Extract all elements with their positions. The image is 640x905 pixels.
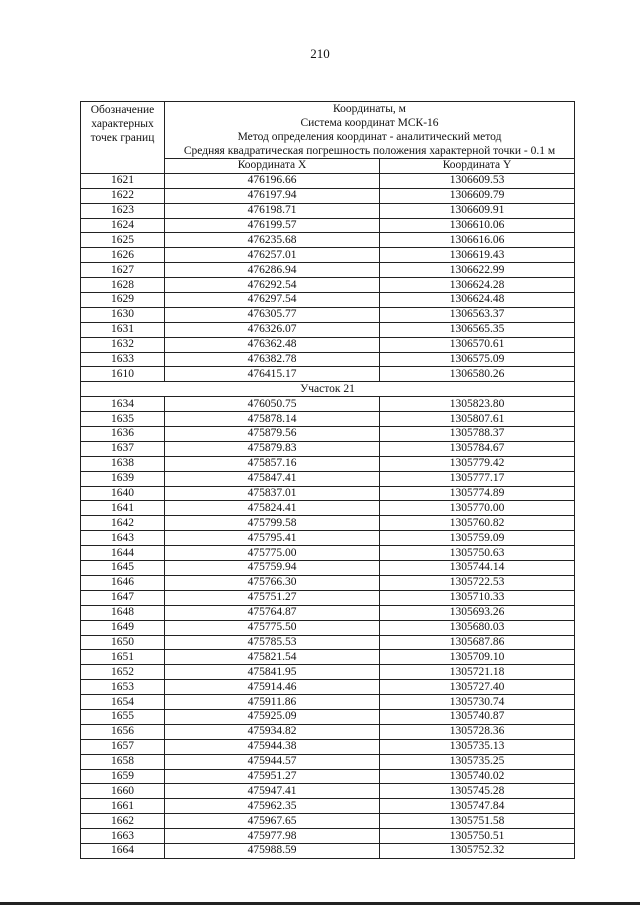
y-coordinate-cell: 1305760.82 (380, 516, 575, 531)
point-number-cell: 1628 (81, 278, 165, 293)
point-number-cell: 1634 (81, 397, 165, 412)
x-coordinate-cell: 476362.48 (165, 337, 380, 352)
y-coordinate-cell: 1305745.28 (380, 784, 575, 799)
x-coordinate-cell: 475824.41 (165, 501, 380, 516)
y-coordinate-cell: 1306580.26 (380, 367, 575, 382)
table-row (81, 769, 575, 784)
y-coordinate-cell: 1306609.91 (380, 203, 575, 218)
y-coordinate-cell: 1305722.53 (380, 575, 575, 590)
table-row (81, 233, 575, 248)
point-number-cell: 1632 (81, 337, 165, 352)
y-coordinate-cell: 1305784.67 (380, 441, 575, 456)
table-row (81, 680, 575, 695)
y-coordinate-cell: 1305770.00 (380, 501, 575, 516)
y-coordinate-cell: 1305693.26 (380, 605, 575, 620)
point-number-cell: 1650 (81, 635, 165, 650)
point-number-cell: 1663 (81, 829, 165, 844)
determination-method: Метод определения координат - аналитический метод (237, 131, 502, 143)
table-row (81, 561, 575, 576)
x-coordinate-cell: 475799.58 (165, 516, 380, 531)
coordinates-title: Координаты, м (333, 103, 406, 115)
point-number-cell: 1639 (81, 471, 165, 486)
table-row (81, 486, 575, 501)
point-number-cell: 1645 (81, 561, 165, 576)
y-coordinate-cell: 1305740.02 (380, 769, 575, 784)
x-coordinate-cell: 475947.41 (165, 784, 380, 799)
table-row (81, 367, 575, 382)
x-coordinate-cell: 476305.77 (165, 307, 380, 322)
point-number-cell: 1640 (81, 486, 165, 501)
y-coordinate-cell: 1305788.37 (380, 427, 575, 442)
point-number-cell: 1622 (81, 188, 165, 203)
table-row (81, 427, 575, 442)
y-coordinate-cell: 1305750.63 (380, 546, 575, 561)
point-number-cell: 1642 (81, 516, 165, 531)
x-coordinate-cell: 476415.17 (165, 367, 380, 382)
x-coordinate-cell: 475847.41 (165, 471, 380, 486)
y-coordinate-cell: 1305747.84 (380, 799, 575, 814)
x-coordinate-cell: 476257.01 (165, 248, 380, 263)
y-coordinate-cell: 1305823.80 (380, 397, 575, 412)
table-row (81, 590, 575, 605)
y-coordinate-cell: 1305710.33 (380, 590, 575, 605)
x-coordinate-cell: 475857.16 (165, 456, 380, 471)
point-number-cell: 1649 (81, 620, 165, 635)
point-number-cell: 1664 (81, 843, 165, 858)
table-header-row (81, 102, 575, 159)
x-coordinate-cell: 475766.30 (165, 575, 380, 590)
y-column-header: Координата Y (380, 159, 575, 174)
point-number-cell: 1635 (81, 412, 165, 427)
point-number-cell: 1662 (81, 814, 165, 829)
section-label: Участок 21 (81, 382, 575, 397)
table-row (81, 188, 575, 203)
point-designation-header (81, 102, 165, 174)
coordinates-table (80, 101, 575, 859)
x-coordinate-cell: 475759.94 (165, 561, 380, 576)
x-coordinate-cell: 476199.57 (165, 218, 380, 233)
x-coordinate-cell: 475821.54 (165, 650, 380, 665)
table-row (81, 337, 575, 352)
point-label-line-3: точек границ (90, 132, 155, 144)
point-number-cell: 1624 (81, 218, 165, 233)
y-coordinate-cell: 1305730.74 (380, 695, 575, 710)
point-number-cell: 1652 (81, 665, 165, 680)
point-number-cell: 1629 (81, 293, 165, 308)
x-coordinate-cell: 475962.35 (165, 799, 380, 814)
table-row (81, 739, 575, 754)
coordinates-header (165, 102, 575, 159)
table-row (81, 546, 575, 561)
y-coordinate-cell: 1305735.25 (380, 754, 575, 769)
x-coordinate-cell: 475841.95 (165, 665, 380, 680)
table-row (81, 709, 575, 724)
y-coordinate-cell: 1305744.14 (380, 561, 575, 576)
table-row (81, 248, 575, 263)
coordinate-system: Система координат МСК-16 (300, 117, 439, 129)
point-number-cell: 1661 (81, 799, 165, 814)
point-number-cell: 1641 (81, 501, 165, 516)
point-number-cell: 1648 (81, 605, 165, 620)
x-coordinate-cell: 475914.46 (165, 680, 380, 695)
point-number-cell: 1653 (81, 680, 165, 695)
point-number-cell: 1638 (81, 456, 165, 471)
y-coordinate-cell: 1306610.06 (380, 218, 575, 233)
table-row (81, 293, 575, 308)
y-coordinate-cell: 1305807.61 (380, 412, 575, 427)
table-row (81, 203, 575, 218)
x-coordinate-cell: 475795.41 (165, 531, 380, 546)
x-coordinate-cell: 476235.68 (165, 233, 380, 248)
table-row (81, 575, 575, 590)
point-number-cell: 1623 (81, 203, 165, 218)
x-coordinate-cell: 475764.87 (165, 605, 380, 620)
table-row (81, 218, 575, 233)
table-row (81, 173, 575, 188)
y-coordinate-cell: 1306609.53 (380, 173, 575, 188)
point-number-cell: 1644 (81, 546, 165, 561)
point-number-cell: 1643 (81, 531, 165, 546)
table-row (81, 814, 575, 829)
table-row (81, 829, 575, 844)
point-number-cell: 1636 (81, 427, 165, 442)
x-coordinate-cell: 475934.82 (165, 724, 380, 739)
x-coordinate-cell: 475775.50 (165, 620, 380, 635)
point-label-line-2: характерных (91, 118, 154, 130)
mean-square-error: Средняя квадратическая погрешность положения характерной точки - 0.1 м (183, 145, 556, 157)
y-coordinate-cell: 1306570.61 (380, 337, 575, 352)
table-row (81, 278, 575, 293)
y-coordinate-cell: 1305774.89 (380, 486, 575, 501)
table-row (81, 322, 575, 337)
table-row (81, 501, 575, 516)
y-coordinate-cell: 1305727.40 (380, 680, 575, 695)
x-coordinate-cell: 475951.27 (165, 769, 380, 784)
x-coordinate-cell: 475925.09 (165, 709, 380, 724)
table-row (81, 456, 575, 471)
y-coordinate-cell: 1305735.13 (380, 739, 575, 754)
table-row (81, 307, 575, 322)
y-coordinate-cell: 1306619.43 (380, 248, 575, 263)
y-coordinate-cell: 1305777.17 (380, 471, 575, 486)
point-number-cell: 1651 (81, 650, 165, 665)
x-coordinate-cell: 476292.54 (165, 278, 380, 293)
x-coordinate-cell: 476297.54 (165, 293, 380, 308)
x-coordinate-cell: 476382.78 (165, 352, 380, 367)
x-coordinate-cell: 475944.57 (165, 754, 380, 769)
point-number-cell: 1610 (81, 367, 165, 382)
x-coordinate-cell: 475879.83 (165, 441, 380, 456)
x-coordinate-cell: 475878.14 (165, 412, 380, 427)
point-number-cell: 1637 (81, 441, 165, 456)
point-number-cell: 1656 (81, 724, 165, 739)
table-row (81, 471, 575, 486)
point-number-cell: 1646 (81, 575, 165, 590)
point-number-cell: 1655 (81, 709, 165, 724)
x-coordinate-cell: 476198.71 (165, 203, 380, 218)
table-row (81, 263, 575, 278)
y-coordinate-cell: 1306616.06 (380, 233, 575, 248)
x-coordinate-cell: 475944.38 (165, 739, 380, 754)
y-coordinate-cell: 1306609.79 (380, 188, 575, 203)
table-row (81, 754, 575, 769)
y-coordinate-cell: 1305750.51 (380, 829, 575, 844)
point-number-cell: 1627 (81, 263, 165, 278)
y-coordinate-cell: 1305728.36 (380, 724, 575, 739)
page-number: 210 (310, 46, 330, 61)
y-coordinate-cell: 1305759.09 (380, 531, 575, 546)
y-coordinate-cell: 1306624.48 (380, 293, 575, 308)
table-row (81, 516, 575, 531)
point-label-line-1: Обозначение (90, 104, 155, 116)
point-number-cell: 1621 (81, 173, 165, 188)
y-coordinate-cell: 1305687.86 (380, 635, 575, 650)
y-coordinate-cell: 1305721.18 (380, 665, 575, 680)
x-coordinate-cell: 476197.94 (165, 188, 380, 203)
table-row (81, 650, 575, 665)
point-number-cell: 1659 (81, 769, 165, 784)
x-coordinate-cell: 475879.56 (165, 427, 380, 442)
table-row (81, 352, 575, 367)
x-coordinate-cell: 476286.94 (165, 263, 380, 278)
y-coordinate-cell: 1306575.09 (380, 352, 575, 367)
table-row (81, 724, 575, 739)
point-number-cell: 1631 (81, 322, 165, 337)
table-row (81, 605, 575, 620)
table-row (81, 620, 575, 635)
y-coordinate-cell: 1305740.87 (380, 709, 575, 724)
point-number-cell: 1633 (81, 352, 165, 367)
y-coordinate-cell: 1306622.99 (380, 263, 575, 278)
x-coordinate-cell: 475837.01 (165, 486, 380, 501)
y-coordinate-cell: 1305709.10 (380, 650, 575, 665)
y-coordinate-cell: 1305680.03 (380, 620, 575, 635)
table-row (81, 441, 575, 456)
table-row (81, 843, 575, 858)
table-row (81, 635, 575, 650)
y-coordinate-cell: 1306624.28 (380, 278, 575, 293)
x-coordinate-cell: 475911.86 (165, 695, 380, 710)
x-coordinate-cell: 475988.59 (165, 843, 380, 858)
x-coordinate-cell: 476050.75 (165, 397, 380, 412)
point-number-cell: 1647 (81, 590, 165, 605)
x-coordinate-cell: 476326.07 (165, 322, 380, 337)
table-row (81, 397, 575, 412)
y-coordinate-cell: 1305751.58 (380, 814, 575, 829)
y-coordinate-cell: 1306565.35 (380, 322, 575, 337)
y-coordinate-cell: 1305779.42 (380, 456, 575, 471)
table-row (81, 784, 575, 799)
table-row (81, 799, 575, 814)
point-number-cell: 1626 (81, 248, 165, 263)
point-number-cell: 1658 (81, 754, 165, 769)
x-coordinate-cell: 476196.66 (165, 173, 380, 188)
section-row (81, 382, 575, 397)
x-coordinate-cell: 475977.98 (165, 829, 380, 844)
point-number-cell: 1657 (81, 739, 165, 754)
table-row (81, 531, 575, 546)
y-coordinate-cell: 1305752.32 (380, 843, 575, 858)
x-coordinate-cell: 475967.65 (165, 814, 380, 829)
table-row (81, 695, 575, 710)
table-row (81, 665, 575, 680)
point-number-cell: 1630 (81, 307, 165, 322)
x-column-header: Координата X (165, 159, 380, 174)
y-coordinate-cell: 1306563.37 (380, 307, 575, 322)
point-number-cell: 1625 (81, 233, 165, 248)
point-number-cell: 1660 (81, 784, 165, 799)
x-coordinate-cell: 475785.53 (165, 635, 380, 650)
table-row (81, 412, 575, 427)
x-coordinate-cell: 475775.00 (165, 546, 380, 561)
point-number-cell: 1654 (81, 695, 165, 710)
x-coordinate-cell: 475751.27 (165, 590, 380, 605)
